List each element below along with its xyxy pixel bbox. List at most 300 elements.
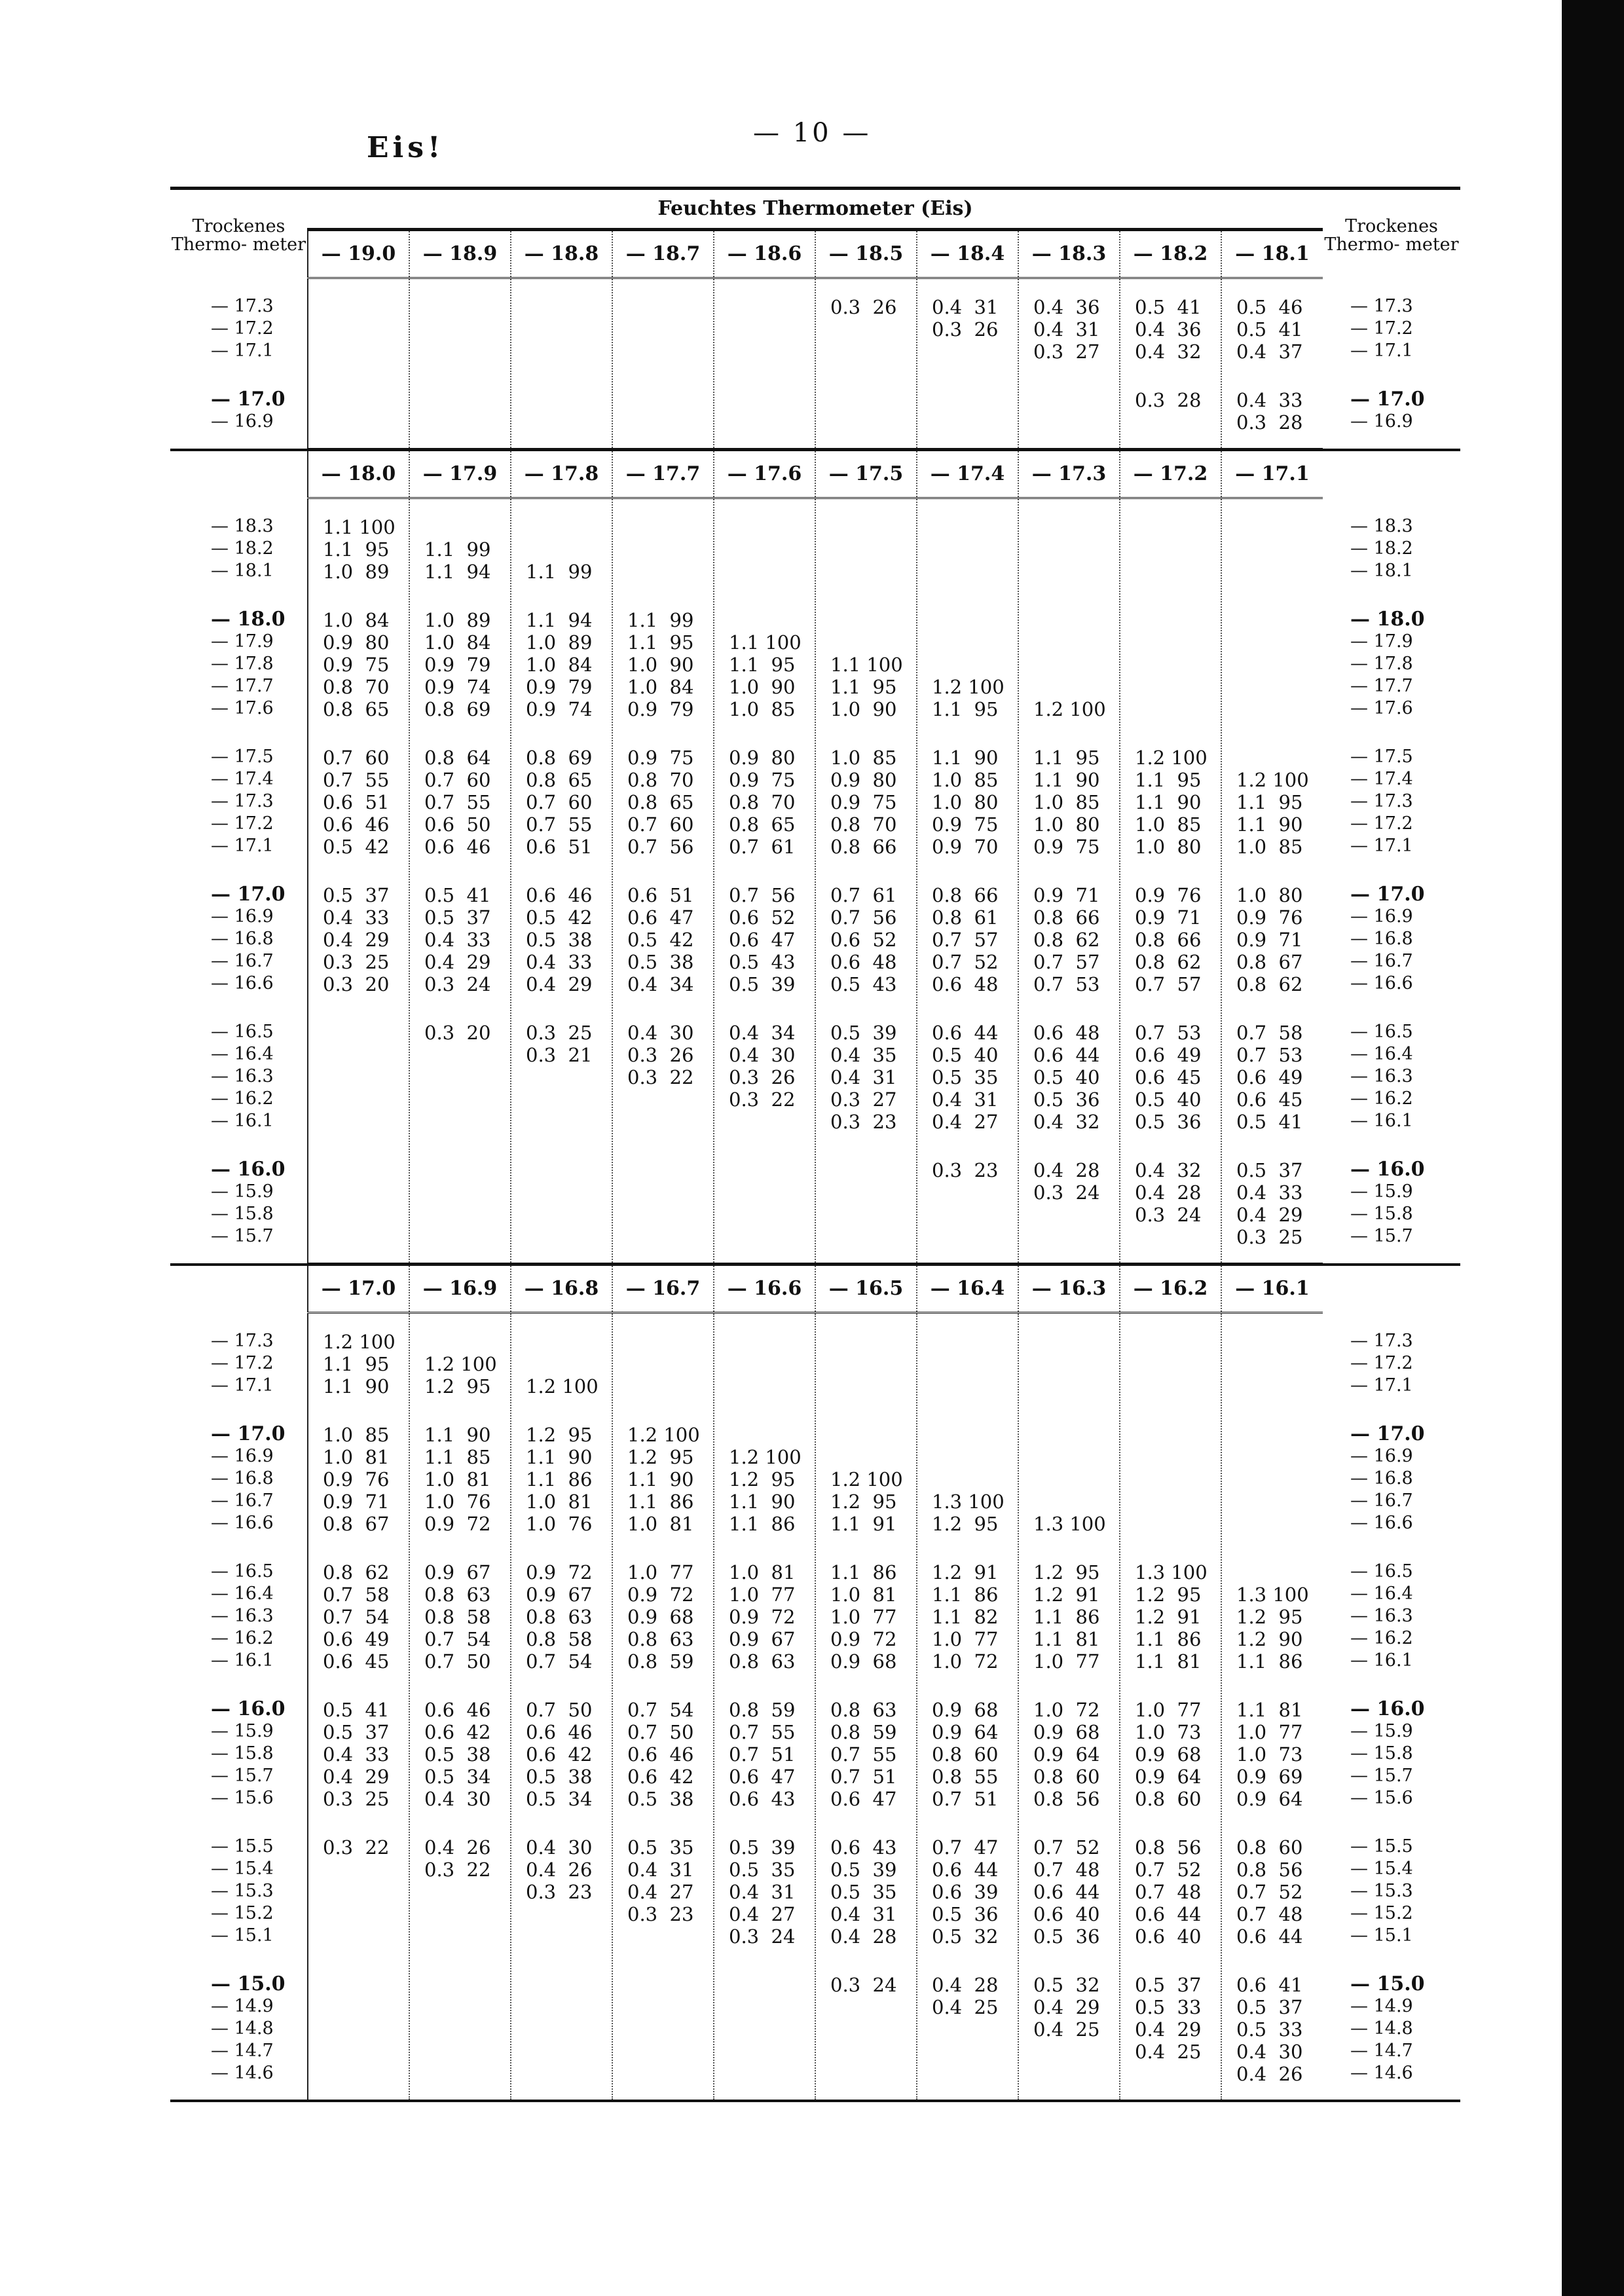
- group-gap: [410, 583, 510, 609]
- group-gap: [511, 1398, 612, 1424]
- dry-bulb-label: — 16.2: [211, 1627, 274, 1648]
- group-gap: [308, 995, 409, 1022]
- group-gap: [613, 1398, 713, 1424]
- table-cell: 0.4 36: [1033, 296, 1100, 318]
- dry-bulb-label: — 17.6: [1350, 697, 1413, 718]
- table-cell: 0.5 42: [526, 906, 593, 929]
- dry-bulb-label: — 17.5: [211, 746, 274, 767]
- group-gap: [613, 1948, 713, 1974]
- table-cell: 0.3 24: [424, 973, 491, 995]
- wet-bulb-column-header: — 18.4: [917, 230, 1018, 278]
- table-cell: 1.2 95: [526, 1424, 593, 1446]
- section-header-row: [170, 1265, 1460, 1313]
- table-cell: [1120, 1226, 1221, 1248]
- table-cell: [816, 1446, 916, 1468]
- dry-bulb-label: — 15.6: [1350, 1787, 1413, 1808]
- table-cell: 1.3 100: [1236, 1583, 1309, 1606]
- dry-bulb-label: — 15.6: [211, 1787, 274, 1808]
- group-gap: [308, 1133, 409, 1159]
- table-cell: 0.7 60: [323, 747, 390, 769]
- table-cell: 1.1 86: [932, 1583, 999, 1606]
- table-cell: 1.0 80: [932, 791, 999, 813]
- table-cell: 1.0 77: [1135, 1699, 1202, 1721]
- data-column: [409, 1313, 511, 2102]
- table-cell: 0.4 29: [424, 951, 491, 973]
- table-cell: 0.4 25: [932, 1996, 999, 2018]
- header-row: [170, 190, 1460, 230]
- table-cell: [410, 2041, 510, 2063]
- table-cell: [714, 296, 815, 318]
- table-cell: 0.7 56: [729, 884, 796, 906]
- table-cell: 0.7 57: [932, 929, 999, 951]
- data-column: [1221, 278, 1323, 450]
- group-gap: [1019, 1673, 1119, 1699]
- table-cell: 0.4 28: [1033, 1159, 1100, 1181]
- table-cell: [308, 389, 409, 411]
- table-cell: 0.8 65: [323, 698, 390, 720]
- table-cell: 0.4 32: [1135, 341, 1202, 363]
- table-cell: 0.4 29: [323, 1766, 390, 1788]
- table-cell: 0.7 61: [830, 884, 897, 906]
- table-cell: [308, 2018, 409, 2041]
- table-cell: 0.4 27: [932, 1111, 999, 1133]
- group-gap: [1120, 583, 1221, 609]
- table-cell: 0.8 58: [424, 1606, 491, 1628]
- table-cell: 1.2 95: [1135, 1583, 1202, 1606]
- table-cell: [1120, 1424, 1221, 1446]
- table-cell: [1019, 411, 1119, 434]
- table-cell: 0.9 67: [526, 1583, 593, 1606]
- group-gap: [170, 1947, 307, 1973]
- table-cell: [308, 1204, 409, 1226]
- table-cell: 0.8 60: [932, 1743, 999, 1766]
- table-cell: [816, 1353, 916, 1375]
- table-cell: 0.8 65: [627, 791, 694, 813]
- table-cell: 0.9 75: [323, 654, 390, 676]
- table-cell: 0.5 39: [729, 1836, 796, 1859]
- table-cell: 0.4 27: [627, 1881, 694, 1903]
- dry-bulb-label: — 15.7: [211, 1225, 274, 1246]
- group-gap: [1222, 858, 1323, 884]
- table-cell: 1.1 86: [729, 1513, 796, 1535]
- table-cell: [714, 1974, 815, 1996]
- group-gap: [308, 363, 409, 389]
- table-cell: 1.1 90: [424, 1424, 491, 1446]
- group-gap: [1222, 1673, 1323, 1699]
- table-cell: 0.3 24: [830, 1974, 897, 1996]
- dry-bulb-label: — 16.8: [211, 1468, 274, 1489]
- table-cell: [917, 1375, 1018, 1398]
- table-cell: 1.2 100: [424, 1353, 497, 1375]
- dry-bulb-label: — 15.2: [1350, 1902, 1413, 1923]
- table-cell: 0.5 37: [1135, 1974, 1202, 1996]
- group-gap: [410, 995, 510, 1022]
- table-cell: 0.4 33: [424, 929, 491, 951]
- table-cell: [410, 1204, 510, 1226]
- group-gap: [511, 1133, 612, 1159]
- table-cell: 1.1 90: [932, 747, 999, 769]
- table-cell: 1.3 100: [1135, 1561, 1208, 1583]
- table-cell: 0.7 53: [1135, 1022, 1202, 1044]
- wet-bulb-column-header: — 17.9: [409, 450, 511, 498]
- table-cell: 0.4 26: [526, 1859, 593, 1881]
- table-cell: 1.1 99: [424, 538, 491, 561]
- group-gap: [1323, 857, 1460, 883]
- dry-bulb-label: — 15.5: [211, 1836, 274, 1857]
- table-cell: 0.9 74: [424, 676, 491, 698]
- table-cell: 1.1 95: [932, 698, 999, 720]
- dry-bulb-label: — 14.8: [211, 2018, 274, 2039]
- group-gap: [1019, 583, 1119, 609]
- table-cell: 0.9 64: [932, 1721, 999, 1743]
- table-cell: 0.7 55: [729, 1721, 796, 1743]
- dry-bulb-label: — 14.6: [1350, 2062, 1413, 2083]
- table-cell: 0.5 39: [830, 1022, 897, 1044]
- group-gap: [410, 1535, 510, 1561]
- table-cell: [1120, 609, 1221, 631]
- table-cell: 0.9 64: [1135, 1766, 1202, 1788]
- table-cell: [714, 341, 815, 363]
- table-cell: 0.4 33: [323, 1743, 390, 1766]
- table-cell: 0.5 46: [1236, 296, 1303, 318]
- table-cell: 0.8 66: [932, 884, 999, 906]
- table-cell: 0.9 79: [627, 698, 694, 720]
- wet-bulb-column-header: — 19.0: [308, 230, 409, 278]
- table-cell: 1.2 100: [1236, 769, 1309, 791]
- dry-bulb-label: — 16.4: [1350, 1583, 1413, 1604]
- table-cell: 1.1 81: [1135, 1650, 1202, 1673]
- group-gap: [308, 1948, 409, 1974]
- table-cell: [917, 631, 1018, 654]
- table-cell: 1.1 94: [526, 609, 593, 631]
- table-cell: 1.2 100: [729, 1446, 802, 1468]
- dry-bulb-label: — 17.2: [1350, 813, 1413, 834]
- table-cell: 0.4 25: [1033, 2018, 1100, 2041]
- dry-bulb-label: — 17.9: [1350, 631, 1413, 652]
- table-cell: [511, 538, 612, 561]
- table-cell: 0.3 23: [932, 1159, 999, 1181]
- table-cell: 1.1 90: [1033, 769, 1100, 791]
- table-cell: [1222, 609, 1323, 631]
- group-gap: [1222, 363, 1323, 389]
- group-gap: [170, 1534, 307, 1561]
- dry-bulb-label: — 17.3: [211, 790, 274, 811]
- group-gap: [511, 1535, 612, 1561]
- dry-bulb-label: — 16.2: [211, 1088, 274, 1109]
- dry-bulb-label: — 16.9: [1350, 1445, 1413, 1466]
- dry-bulb-label: — 17.0: [1350, 1422, 1425, 1445]
- table-cell: [1120, 2063, 1221, 2085]
- table-cell: [1222, 631, 1323, 654]
- table-cell: 0.6 49: [1135, 1044, 1202, 1066]
- table-cell: 0.7 52: [1236, 1881, 1303, 1903]
- group-gap: [816, 363, 916, 389]
- table-cell: 0.7 51: [830, 1766, 897, 1788]
- wet-bulb-column-header: — 17.2: [1120, 450, 1221, 498]
- table-cell: [917, 1226, 1018, 1248]
- dry-bulb-label: — 17.3: [211, 1330, 274, 1351]
- table-cell: [1019, 1375, 1119, 1398]
- table-cell: [1222, 747, 1323, 769]
- group-gap: [1019, 363, 1119, 389]
- side-spacer: [170, 1265, 308, 1313]
- wet-bulb-column-header: — 18.9: [409, 230, 511, 278]
- table-cell: [714, 1204, 815, 1226]
- table-cell: [1222, 1491, 1323, 1513]
- table-cell: [410, 341, 510, 363]
- group-gap: [816, 1133, 916, 1159]
- table-cell: 0.8 69: [424, 698, 491, 720]
- data-column: [409, 498, 511, 1265]
- table-cell: 0.7 57: [1135, 973, 1202, 995]
- table-cell: 0.3 22: [729, 1088, 796, 1111]
- table-cell: [816, 1226, 916, 1248]
- table-cell: 0.5 41: [424, 884, 491, 906]
- group-gap: [613, 720, 713, 747]
- table-cell: [1222, 1446, 1323, 1468]
- table-cell: 0.7 52: [1033, 1836, 1100, 1859]
- table-cell: [511, 1925, 612, 1948]
- table-cell: [308, 1881, 409, 1903]
- group-gap: [714, 1673, 815, 1699]
- table-cell: 0.9 71: [1135, 906, 1202, 929]
- table-cell: [511, 411, 612, 434]
- dry-bulb-label: — 17.1: [1350, 835, 1413, 856]
- dry-bulb-label: — 14.9: [1350, 1995, 1413, 2016]
- table-cell: 0.8 59: [729, 1699, 796, 1721]
- table-cell: [613, 561, 713, 583]
- table-cell: [1120, 411, 1221, 434]
- table-cell: [511, 2018, 612, 2041]
- scan-edge-bar: [1562, 0, 1624, 2296]
- side-label-left: Trockenes Thermo- meter: [171, 216, 306, 255]
- table-cell: 1.0 85: [1236, 836, 1303, 858]
- table-cell: 0.6 44: [1236, 1925, 1303, 1948]
- wet-bulb-column-header: — 16.2: [1120, 1265, 1221, 1313]
- table-cell: 0.5 35: [830, 1881, 897, 1903]
- table-cell: 1.0 84: [627, 676, 694, 698]
- dry-bulb-column-right: [1323, 498, 1460, 1265]
- table-cell: [1019, 1446, 1119, 1468]
- table-cell: 1.0 90: [627, 654, 694, 676]
- table-cell: 1.1 100: [323, 516, 396, 538]
- table-cell: [1222, 1561, 1323, 1583]
- table-cell: 0.5 41: [1135, 296, 1202, 318]
- table-cell: [714, 389, 815, 411]
- data-column: [1221, 498, 1323, 1265]
- group-gap: [410, 1133, 510, 1159]
- table-cell: 0.3 27: [830, 1088, 897, 1111]
- group-gap: [1323, 582, 1460, 608]
- table-cell: 0.3 23: [627, 1903, 694, 1925]
- table-cell: 0.7 55: [424, 791, 491, 813]
- group-gap: [1019, 720, 1119, 747]
- wet-bulb-column-header: — 16.6: [714, 1265, 815, 1313]
- table-cell: 1.0 72: [932, 1650, 999, 1673]
- table-cell: [917, 411, 1018, 434]
- table-cell: [308, 1066, 409, 1088]
- table-cell: [511, 1181, 612, 1204]
- table-cell: 0.4 28: [1135, 1181, 1202, 1204]
- table-cell: 0.7 50: [627, 1721, 694, 1743]
- table-cell: [511, 1204, 612, 1226]
- table-cell: 0.6 43: [830, 1836, 897, 1859]
- table-cell: 0.5 35: [729, 1859, 796, 1881]
- dry-bulb-label: — 16.9: [211, 411, 274, 432]
- table-cell: 0.4 31: [627, 1859, 694, 1881]
- table-cell: [714, 2018, 815, 2041]
- dry-bulb-label: — 14.9: [211, 1995, 274, 2016]
- table-cell: [308, 1226, 409, 1248]
- table-cell: [308, 411, 409, 434]
- table-cell: 0.6 47: [729, 929, 796, 951]
- group-gap: [816, 1535, 916, 1561]
- table-cell: 0.6 48: [932, 973, 999, 995]
- table-cell: 0.4 33: [1236, 1181, 1303, 1204]
- table-cell: [714, 1226, 815, 1248]
- group-gap: [1019, 1535, 1119, 1561]
- wet-bulb-column-header: — 18.0: [308, 450, 409, 498]
- table-cell: 1.0 85: [830, 747, 897, 769]
- table-cell: 1.1 90: [627, 1468, 694, 1491]
- table-cell: [613, 1925, 713, 1948]
- table-cell: 0.8 60: [1033, 1766, 1100, 1788]
- table-cell: 0.6 42: [526, 1743, 593, 1766]
- table-cell: 0.3 22: [323, 1836, 390, 1859]
- group-gap: [1120, 1948, 1221, 1974]
- table-cell: 0.5 40: [1135, 1088, 1202, 1111]
- dry-bulb-label: — 18.1: [211, 560, 274, 581]
- dry-bulb-label: — 18.1: [1350, 560, 1413, 581]
- table-cell: [917, 341, 1018, 363]
- table-cell: 0.3 26: [932, 318, 999, 341]
- table-cell: [410, 1111, 510, 1133]
- wet-bulb-column-header: — 16.7: [612, 1265, 714, 1313]
- table-cell: 0.5 39: [729, 973, 796, 995]
- table-cell: 0.6 40: [1135, 1925, 1202, 1948]
- dry-bulb-label: — 16.5: [211, 1021, 274, 1042]
- group-gap: [917, 1133, 1018, 1159]
- table-cell: 0.4 34: [729, 1022, 796, 1044]
- table-cell: 0.8 59: [627, 1650, 694, 1673]
- table-cell: [1120, 1375, 1221, 1398]
- table-cell: [613, 296, 713, 318]
- dry-bulb-label: — 15.2: [211, 1902, 274, 1923]
- table-cell: [410, 2063, 510, 2085]
- dry-bulb-label: — 18.0: [1350, 607, 1425, 631]
- table-cell: 0.8 65: [526, 769, 593, 791]
- group-gap: [613, 1133, 713, 1159]
- table-cell: 0.5 43: [830, 973, 897, 995]
- table-cell: 0.7 58: [323, 1583, 390, 1606]
- table-cell: [511, 389, 612, 411]
- table-cell: [1120, 1331, 1221, 1353]
- table-cell: [410, 1044, 510, 1066]
- table-cell: [917, 1446, 1018, 1468]
- table-cell: 0.3 24: [1135, 1204, 1202, 1226]
- table-cell: [917, 1353, 1018, 1375]
- data-column: [308, 278, 409, 450]
- table-cell: 0.5 36: [932, 1903, 999, 1925]
- table-cell: 1.2 100: [830, 1468, 903, 1491]
- dry-bulb-label: — 15.7: [1350, 1765, 1413, 1786]
- table-cell: 0.4 31: [932, 296, 999, 318]
- table-cell: 1.1 90: [1236, 813, 1303, 836]
- table-cell: 0.3 22: [627, 1066, 694, 1088]
- table-cell: [511, 296, 612, 318]
- table-cell: 0.5 37: [1236, 1159, 1303, 1181]
- table-cell: 1.1 86: [830, 1561, 897, 1583]
- dry-bulb-label: — 15.9: [1350, 1181, 1413, 1202]
- table-cell: [1222, 676, 1323, 698]
- table-cell: [308, 2041, 409, 2063]
- table-cell: [308, 341, 409, 363]
- group-gap: [1323, 995, 1460, 1021]
- table-cell: 0.7 53: [1236, 1044, 1303, 1066]
- data-column: [612, 278, 714, 450]
- table-cell: 1.1 90: [323, 1375, 390, 1398]
- table-cell: 0.8 63: [424, 1583, 491, 1606]
- group-gap: [714, 1810, 815, 1836]
- table-cell: [613, 1159, 713, 1181]
- group-gap: [1222, 720, 1323, 747]
- dry-bulb-label: — 16.9: [1350, 411, 1413, 432]
- group-gap: [170, 582, 307, 608]
- table-cell: [410, 1881, 510, 1903]
- dry-bulb-label: — 17.3: [1350, 295, 1413, 316]
- table-cell: 1.0 84: [424, 631, 491, 654]
- table-cell: 0.3 24: [729, 1925, 796, 1948]
- table-cell: 0.7 56: [830, 906, 897, 929]
- table-cell: 0.4 37: [1236, 341, 1303, 363]
- dry-bulb-label: — 15.3: [211, 1880, 274, 1901]
- table-cell: 1.0 77: [932, 1628, 999, 1650]
- group-gap: [714, 1398, 815, 1424]
- group-gap: [917, 1535, 1018, 1561]
- table-cell: 0.9 72: [424, 1513, 491, 1535]
- dry-bulb-label: — 17.3: [1350, 1330, 1413, 1351]
- table-cell: [1222, 516, 1323, 538]
- table-cell: [308, 1111, 409, 1133]
- table-cell: [714, 538, 815, 561]
- dry-bulb-label: — 18.0: [211, 607, 286, 631]
- table-cell: [511, 1226, 612, 1248]
- dry-bulb-label: — 16.5: [211, 1561, 274, 1582]
- table-cell: 1.0 80: [1033, 813, 1100, 836]
- table-cell: 0.4 26: [1236, 2063, 1303, 2085]
- table-cell: 0.9 80: [830, 769, 897, 791]
- table-cell: 0.8 69: [526, 747, 593, 769]
- data-column: [308, 1313, 409, 2102]
- table-cell: 0.5 32: [932, 1925, 999, 1948]
- group-gap: [1323, 1397, 1460, 1423]
- table-cell: 1.1 86: [1033, 1606, 1100, 1628]
- table-cell: [1019, 676, 1119, 698]
- dry-bulb-label: — 16.1: [211, 1110, 274, 1131]
- table-cell: [816, 1181, 916, 1204]
- group-gap: [917, 995, 1018, 1022]
- group-gap: [1120, 1133, 1221, 1159]
- group-gap: [1019, 995, 1119, 1022]
- group-gap: [511, 720, 612, 747]
- group-gap: [917, 363, 1018, 389]
- dry-bulb-label: — 15.0: [211, 1972, 286, 1995]
- dry-bulb-label: — 17.8: [211, 653, 274, 674]
- group-gap: [816, 720, 916, 747]
- table-cell: 0.9 72: [526, 1561, 593, 1583]
- group-gap: [511, 583, 612, 609]
- group-gap: [816, 1673, 916, 1699]
